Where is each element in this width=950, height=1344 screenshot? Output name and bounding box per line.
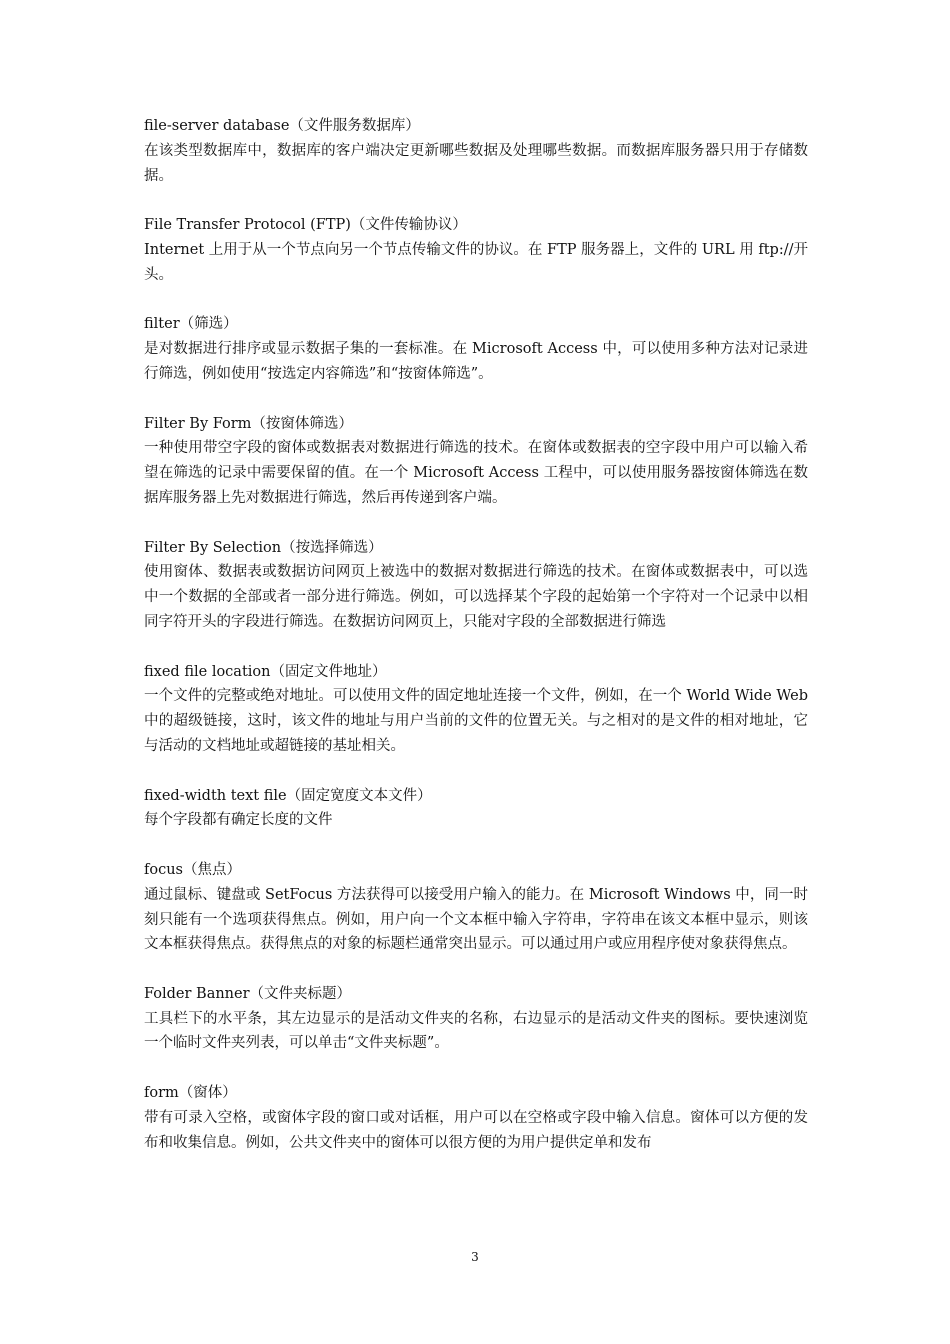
page-number: 3	[471, 1250, 479, 1264]
glossary-entry	[144, 312, 808, 386]
entry-definition: 一个文件的完整或绝对地址。可以使用文件的固定地址连接一个文件，例如，在一个 World Wide Web 中的超级链接，这时，该文件的地址与用户当前的文件的位置无关。与之相对的是文件的相对地址，它与活动的文档地址或超链接的基址相关。	[144, 688, 808, 754]
document-body	[144, 114, 808, 1180]
glossary-entry	[144, 982, 808, 1056]
entry-term: Filter By Form（按窗体筛选）	[144, 415, 353, 432]
entry-definition: 每个字段都有确定长度的文件	[144, 812, 333, 829]
glossary-entry	[144, 784, 808, 834]
entry-definition: Internet 上用于从一个节点向另一个节点传输文件的协议。在 FTP 服务器上，文件的 URL 用 ftp://开头。	[144, 241, 808, 283]
entry-term: focus（焦点）	[144, 861, 241, 878]
entry-term: file-server database（文件服务数据库）	[144, 118, 420, 134]
glossary-entry	[144, 114, 808, 188]
entry-definition: 通过鼠标、键盘或 SetFocus 方法获得可以接受用户输入的能力。在 Microsoft Windows 中，同一时刻只能有一个选项获得焦点。例如，用户向一个文本框中输入字符串，字符串在该文本框中显示，则该文本框获得焦点。获得焦点的对象的标题栏通常突出显示。可以通过用户或应用程序使对象获得焦点。	[144, 886, 808, 953]
glossary-entry	[144, 1081, 808, 1155]
entry-definition: 带有可录入空格，或窗体字段的窗口或对话框，用户可以在空格或字段中输入信息。窗体可以方便的发布和收集信息。例如，公共文件夹中的窗体可以很方便的为用户提供定单和发布	[144, 1109, 808, 1151]
entry-term: Folder Banner（文件夹标题）	[144, 985, 352, 1002]
glossary-entry	[144, 412, 808, 511]
entry-term: Filter By Selection（按选择筛选）	[144, 539, 383, 556]
entry-definition: 是对数据进行排序或显示数据子集的一套标准。在 Microsoft Access 中，可以使用多种方法对记录进行筛选，例如使用“按选定内容筛选”和“按窗体筛选”。	[144, 341, 808, 382]
entry-term: filter（筛选）	[144, 316, 238, 333]
entry-term: File Transfer Protocol (FTP)（文件传输协议）	[144, 217, 467, 234]
entry-term: fixed-width text file（固定宽度文本文件）	[144, 787, 432, 804]
glossary-entry	[144, 660, 808, 759]
glossary-entry	[144, 536, 808, 635]
glossary-entry	[144, 213, 808, 287]
entry-definition: 使用窗体、数据表或数据访问网页上被选中的数据对数据进行筛选的技术。在窗体或数据表中，可以选中一个数据的全部或者一部分进行筛选。例如，可以选择某个字段的起始第一个字符对一个记录中以相同字符开头的字段进行筛选。在数据访问网页上，只能对字段的全部数据进行筛选	[144, 564, 808, 630]
entry-term: form（窗体）	[144, 1085, 237, 1102]
entry-definition: 工具栏下的水平条，其左边显示的是活动文件夹的名称，右边显示的是活动文件夹的图标。要快速浏览一个临时文件夹列表，可以单击“文件夹标题”。	[144, 1010, 808, 1052]
entry-definition: 一种使用带空字段的窗体或数据表对数据进行筛选的技术。在窗体或数据表的空字段中用户可以输入希望在筛选的记录中需要保留的值。在一个 Microsoft Access 工程中，可以使用服务器按窗体筛选在数据库服务器上先对数据进行筛选，然后再传递到客户端。	[144, 440, 808, 506]
glossary-entry	[144, 858, 808, 957]
entry-definition: 在该类型数据库中，数据库的客户端决定更新哪些数据及处理哪些数据。而数据库服务器只用于存储数据。	[144, 142, 808, 184]
entry-term: fixed file location（固定文件地址）	[144, 663, 387, 680]
